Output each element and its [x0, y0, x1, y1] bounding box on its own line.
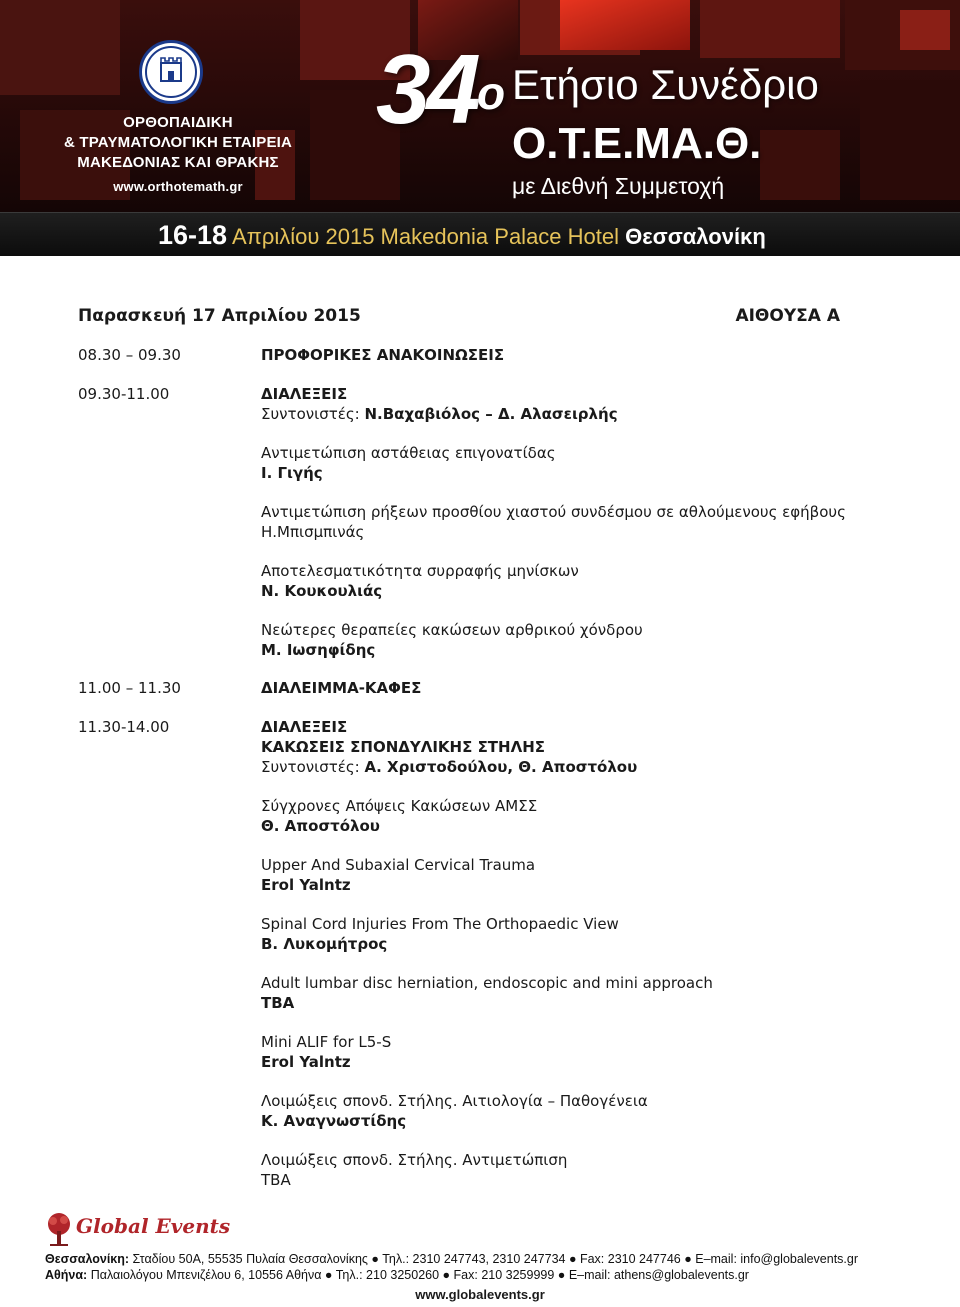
date-venue-text	[158, 219, 766, 251]
conference-title: Ετήσιο Συνέδριο	[512, 61, 819, 108]
session-time: 11.00 – 11.30	[78, 679, 181, 697]
society-line: ΟΡΘΟΠΑΙΔΙΚΗ	[123, 114, 233, 131]
tree-icon	[44, 1211, 74, 1247]
talk-topic: Σύγχρονες Απόψεις Κακώσεων ΑΜΣΣ	[261, 797, 538, 815]
session-time: 11.30-14.00	[78, 718, 170, 736]
edition-number-digits: 34	[376, 34, 478, 144]
footer-city: Αθήνα:	[45, 1268, 88, 1282]
session-subtitle: ΚΑΚΩΣΕΙΣ ΣΠΟΝΔΥΛΙΚΗΣ ΣΤΗΛΗΣ	[261, 738, 546, 756]
talk-speaker: Θ. Αποστόλου	[261, 817, 380, 835]
talk-topic: Upper And Subaxial Cervical Trauma	[261, 856, 536, 874]
talk-topic: Αποτελεσματικότητα συρραφής μηνίσκων	[261, 562, 579, 580]
footer-address-athens	[45, 1267, 749, 1283]
day-date: Παρασκευή 17 Απριλίου 2015	[78, 306, 361, 326]
hall-name: ΑΙΘΟΥΣΑ Α	[735, 306, 840, 326]
conference-venue: Απριλίου 2015 Makedonia Palace Hotel	[227, 224, 626, 249]
footer-city: Θεσσαλονίκη:	[45, 1252, 130, 1266]
chairs-names: Ν.Βαχαβιόλος – Δ. Αλασειρλής	[364, 405, 618, 423]
footer-address-thessaloniki	[45, 1251, 858, 1267]
conference-dates: 16-18	[158, 220, 228, 250]
talk-topic: Λοιμώξεις σπονδ. Στήλης. Αιτιολογία – Παθογένεια	[261, 1092, 648, 1110]
session-chairs	[261, 404, 921, 424]
talk-speaker: Erol Yalntz	[261, 1053, 351, 1071]
talk-topic: Adult lumbar disc herniation, endoscopic and mini approach	[261, 974, 713, 992]
talk-speaker: Erol Yalntz	[261, 876, 351, 894]
footer-website[interactable]: www.globalevents.gr	[415, 1287, 545, 1302]
chairs-label: Συντονιστές:	[261, 405, 365, 423]
session-title: ΠΡΟΦΟΡΙΚΕΣ ΑΝΑΚΟΙΝΩΣΕΙΣ	[261, 346, 505, 364]
talk-speaker: Β. Λυκομήτρος	[261, 935, 388, 953]
talk-speaker: Κ. Αναγνωστίδης	[261, 1112, 407, 1130]
talk-topic: Λοιμώξεις σπονδ. Στήλης. Αντιμετώπιση	[261, 1151, 568, 1169]
society-name	[60, 113, 296, 197]
talk-topic: Mini ALIF for L5-S	[261, 1033, 392, 1051]
conference-abbreviation: Ο.Τ.Ε.ΜΑ.Θ.	[512, 119, 762, 168]
brand-name: Global Events	[76, 1214, 231, 1238]
talk-topic: Spinal Cord Injuries From The Orthopaedic View	[261, 915, 619, 933]
day-header	[78, 305, 840, 327]
conference-subtitle: με Διεθνή Συμμετοχή	[512, 173, 725, 199]
session-chairs	[261, 757, 921, 777]
session-time: 09.30-11.00	[78, 385, 170, 403]
session-title: ΔΙΑΛΕΙΜΜΑ-ΚΑΦΕΣ	[261, 679, 422, 697]
talk-speaker: TBA	[261, 1171, 291, 1189]
chairs-names: Α. Χριστοδούλου, Θ. Αποστόλου	[364, 758, 638, 776]
session-title: ΔΙΑΛΕΞΕΙΣ	[261, 385, 348, 403]
conference-banner	[0, 0, 960, 256]
chairs-label: Συντονιστές:	[261, 758, 365, 776]
talk-topic: Αντιμετώπιση ρήξεων προσθίου χιαστού συνδέσμου σε αθλούμενους εφήβους	[261, 503, 846, 521]
society-line: ΜΑΚΕΔΟΝΙΑΣ ΚΑΙ ΘΡΑΚΗΣ	[77, 154, 279, 171]
footer-contact: Σταδίου 50Α, 55535 Πυλαία Θεσσαλονίκης ● Τηλ.: 2310 247743, 2310 247734 ● Fax: 2310 247746 ● E–mail: info@globalevents.gr	[129, 1252, 859, 1266]
date-bar	[0, 212, 960, 256]
global-events-logo	[44, 1211, 231, 1247]
talk-topic: Αντιμετώπιση αστάθειας επιγονατίδας	[261, 444, 556, 462]
talk-speaker: TBA	[261, 994, 295, 1012]
edition-number	[376, 34, 502, 144]
talk-speaker: Η.Μπισμπινάς	[261, 523, 365, 541]
society-seal	[139, 40, 203, 104]
talk-speaker: Ι. Γιγής	[261, 464, 323, 482]
footer-contact: Παλαιολόγου Μπενιζέλου 6, 10556 Αθήνα ● Τηλ.: 210 3250260 ● Fax: 210 3259999 ● E–mail: athens@globalevents.gr	[87, 1268, 749, 1282]
edition-suffix: ο	[477, 67, 502, 119]
conference-city: Θεσσαλονίκη	[625, 224, 766, 249]
session-time: 08.30 – 09.30	[78, 346, 181, 364]
society-line: & ΤΡΑΥΜΑΤΟΛΟΓΙΚΗ ΕΤΑΙΡΕΙΑ	[63, 134, 293, 151]
talk-topic: Νεώτερες θεραπείες κακώσεων αρθρικού χόνδρου	[261, 621, 643, 639]
society-url[interactable]: www.orthotemath.gr	[113, 179, 243, 194]
session-title: ΔΙΑΛΕΞΕΙΣ	[261, 718, 348, 736]
talk-speaker: Ν. Κουκουλιάς	[261, 582, 383, 600]
talk-speaker: Μ. Ιωσηφίδης	[261, 641, 376, 659]
